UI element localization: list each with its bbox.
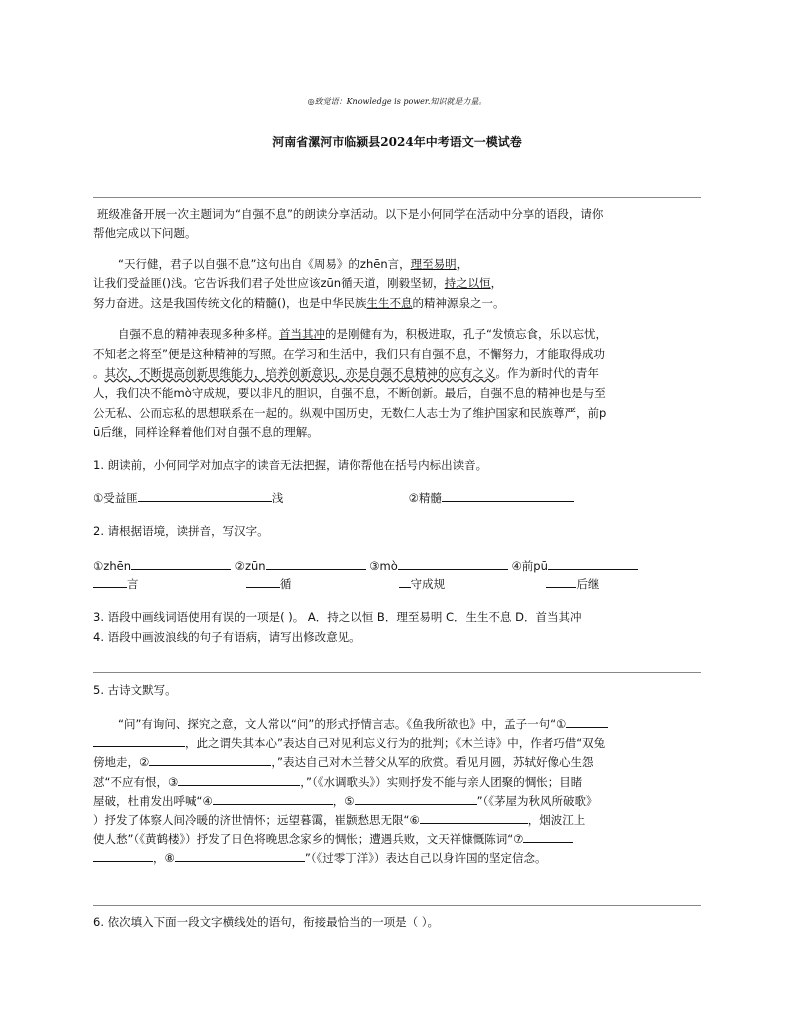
poem-line <box>93 773 705 791</box>
suffix-text: 循 <box>279 577 292 591</box>
text-run: 。 <box>93 366 105 380</box>
text-run: )，也是中华民族 <box>281 296 367 310</box>
question-1-answers <box>93 489 705 507</box>
text-run: 傍地走， <box>93 755 139 769</box>
answer-label: ①受益匪 <box>93 491 138 505</box>
header-note: ◎致觉语：Knowledge is power.知识就是力量。 <box>307 97 487 106</box>
poem-line <box>93 753 705 771</box>
answer-blank-1[interactable] <box>138 489 272 502</box>
question-4: 4. 语段中画波浪线的句子有语病，请写出修改意见。 <box>93 630 361 644</box>
text-run: ”（《茅屋为秋风所破歌》 <box>476 794 598 808</box>
underlined-phrase: 生生不息 <box>366 296 413 310</box>
text-run: ，烟波江上 <box>527 813 586 827</box>
blank-number: ③ <box>167 775 179 789</box>
passage-line <box>93 274 705 292</box>
passage-line <box>118 255 730 273</box>
blank-number: ⑦ <box>513 832 524 846</box>
text-run: ，此之谓失其本心”表达自己对见利忘义行为的批判；《木兰诗》中，作者巧借“双兔 <box>185 736 606 750</box>
answer-label: ②精髓 <box>408 491 442 505</box>
answer-blank-pu[interactable] <box>548 557 638 570</box>
answer-blank-6[interactable] <box>420 811 528 824</box>
text-run: 努力奋进。这是我国传统文化的精髓( <box>93 296 282 310</box>
suffix-text: 守成规 <box>410 577 446 591</box>
question-3: 3. 语段中画线词语使用有误的一项是( )。 A．持之以恒 B．理至易明 C．生生不息 D．首当其冲 <box>93 610 582 624</box>
text-run: 怼“不应有恨， <box>93 775 168 789</box>
pinyin-label: ②zūn <box>234 559 266 573</box>
text-run: ，”表达自己对木兰替父从军的欣赏。看见月圆，苏轼好像心生怨 <box>271 755 594 769</box>
suffix-text: 后继 <box>576 577 600 591</box>
poem-line <box>93 830 705 848</box>
intro-line: 班级准备开展一次主题词为“自强不息”的朗读分享活动。以下是小何同学在活动中分享的语段，请你 <box>97 207 604 221</box>
passage-line: ū后继，同样诠释着他们对自强不息的理解。 <box>93 425 319 439</box>
divider <box>93 672 701 673</box>
underlined-phrase: 理至易明 <box>410 257 457 271</box>
text-run: 使人愁”（《黄鹤楼》）抒发了日色将晚思念家乡的惆怅；遭遇兵败，文天祥慷慨陈词“ <box>93 832 514 846</box>
text-run: “天行健，君子以自强不息”这句出自《周易》的zhēn言， <box>118 257 411 271</box>
text-run: ，”（《水调歌头》）实则抒发不能与亲人团聚的惆怅；目睹 <box>300 775 583 789</box>
text-run: ， <box>153 851 165 865</box>
underlined-phrase: 首当其冲 <box>279 327 325 341</box>
question-2-suffixes <box>93 575 705 593</box>
answer-suffix: 浅 <box>271 491 284 505</box>
blank-number: ④ <box>202 794 213 808</box>
text-run: ”（《过零丁洋》）表达自己以身许国的坚定信念。 <box>304 851 547 865</box>
question-6: 6. 依次填入下面一段文字横线处的语句，衔接最恰当的一项是（ ）。 <box>93 915 440 929</box>
text-run: ， <box>332 794 345 808</box>
pinyin-label: ③mò <box>369 559 398 573</box>
passage-line: 不知老之将至”便是这种精神的写照。在学习和生活中，我们只有自强不息，不懈努力，才能取得成功 <box>93 347 605 361</box>
poem-line <box>93 734 705 752</box>
blank-number: ⑧ <box>164 851 175 865</box>
text-run: 屋破，杜甫发出呼喊“ <box>93 794 203 808</box>
passage-line <box>93 294 705 312</box>
answer-blank[interactable] <box>546 575 576 588</box>
answer-blank-7[interactable] <box>523 830 573 843</box>
blank-number: ⑥ <box>409 813 420 827</box>
divider <box>93 905 701 906</box>
text-run: 的精神源泉之一。 <box>412 296 505 310</box>
answer-blank-4[interactable] <box>213 792 333 805</box>
suffix-text: 言 <box>127 577 139 591</box>
question-2-blanks <box>93 557 705 575</box>
answer-blank-zun[interactable] <box>266 557 366 570</box>
poem-line <box>93 811 705 829</box>
passage-line <box>118 325 730 343</box>
answer-blank-3[interactable] <box>178 773 300 786</box>
blank-number: ⑤ <box>344 794 355 808</box>
answer-blank[interactable] <box>246 575 280 588</box>
text-run: 自强不息的精神表现多种多样。 <box>118 327 279 341</box>
answer-blank-5[interactable] <box>355 792 477 805</box>
answer-blank-8[interactable] <box>175 849 305 862</box>
question-5-title: 5. 古诗文默写。 <box>93 683 177 697</box>
answer-blank-2[interactable] <box>442 489 574 502</box>
text-run: 让我们受益匪( <box>93 276 167 290</box>
question-1: 1. 朗读前，小何同学对加点字的读音无法把握，请你帮他在括号内标出读音。 <box>93 458 488 472</box>
passage-line: 公无私、公而忘私的思想联系在一起的。纵观中国历史，无数仁人志士为了维护国家和民族尊严，前p <box>93 406 607 420</box>
underlined-phrase: 持之以恒 <box>444 276 491 290</box>
blank-number: ① <box>556 717 567 731</box>
pinyin-label: ①zhēn <box>93 559 131 573</box>
poem-line <box>118 715 730 733</box>
text-run: ， <box>456 257 469 271</box>
answer-blank-zhen[interactable] <box>131 557 231 570</box>
wavy-sentence: 其次，不断提高创新思维能力，培养创新意识，亦是自强不息精神的应有之义 <box>104 366 496 380</box>
answer-blank-2[interactable] <box>149 753 271 766</box>
poem-line <box>93 792 705 810</box>
page-title: 河南省漯河市临颍县2024年中考语文一模试卷 <box>272 135 522 149</box>
answer-blank-7-cont[interactable] <box>93 849 153 862</box>
passage-line <box>93 364 705 382</box>
text-run: ， <box>490 276 503 290</box>
text-run: 。作为新时代的青年 <box>495 366 599 380</box>
answer-blank-1[interactable] <box>566 715 608 728</box>
answer-blank-1-cont[interactable] <box>93 734 185 747</box>
pinyin-label: ④前pū <box>511 559 548 573</box>
blank-number: ② <box>139 755 150 769</box>
passage-line: 人，我们决不能mò守成规，要以非凡的胆识，自强不息，不断创新。最后，自强不息的精神也是与至 <box>93 386 606 400</box>
poem-line <box>93 849 705 867</box>
answer-blank[interactable] <box>399 575 411 588</box>
question-2: 2. 请根据语境，读拼音，写汉字。 <box>93 524 269 538</box>
text-run: “问”有询问、探究之意，文人常以“问”的形式抒情言志。《鱼我所欲也》中，孟子一句“ <box>118 717 557 731</box>
text-run: ）抒发了体察人间冷暖的济世情怀；远望暮霭，崔颢愁思无限“ <box>93 813 410 827</box>
divider <box>93 197 701 198</box>
intro-line: 帮他完成以下问题。 <box>93 226 197 240</box>
text-run: )浅。它告诉我们君子处世应该zūn循天道，刚毅坚韧， <box>166 276 445 290</box>
answer-blank-mo[interactable] <box>398 557 508 570</box>
text-run: 的是刚健有为，积极进取，孔子“发愤忘食，乐以忘忧， <box>325 327 607 341</box>
answer-blank[interactable] <box>93 575 127 588</box>
